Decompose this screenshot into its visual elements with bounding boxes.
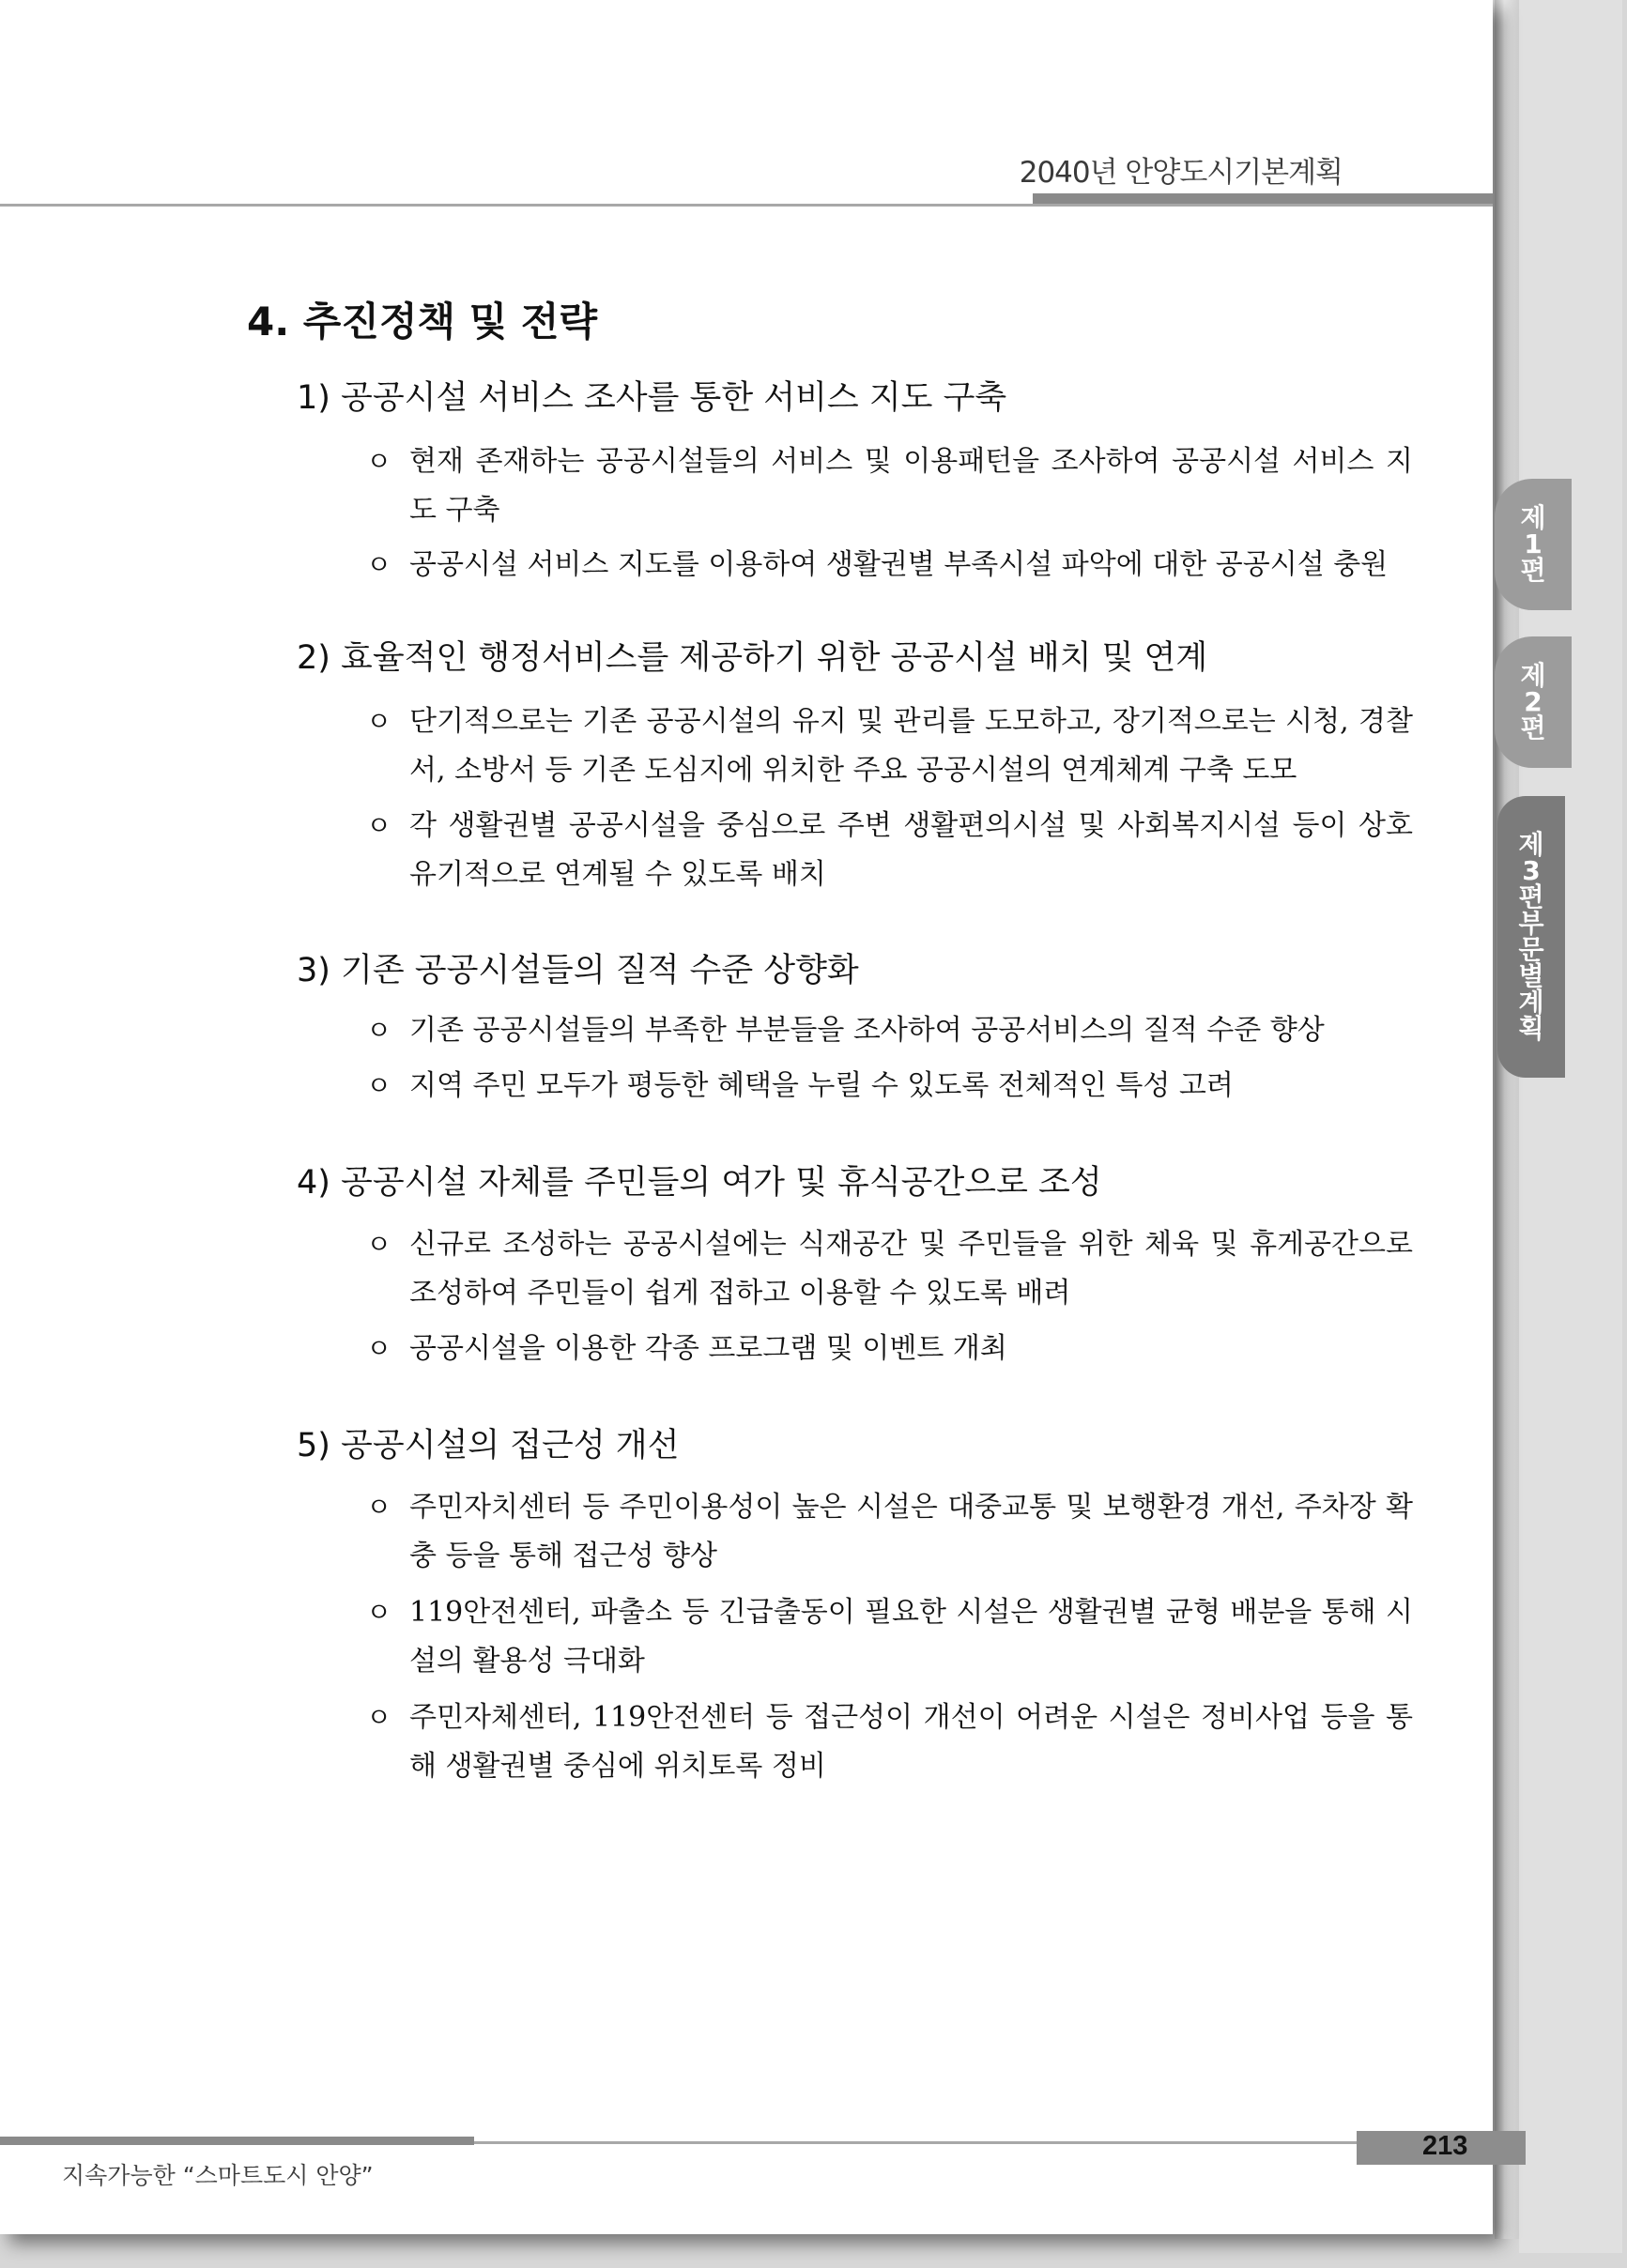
- subsection-title-3: 3) 기존 공공시설들의 질적 수준 상향화: [297, 952, 859, 989]
- bullet-marker: ㅇ: [366, 1492, 392, 1523]
- bullet-marker: ㅇ: [366, 1702, 392, 1733]
- bullet-text: 각 생활권별 공공시설을 중심으로 주변 생활편의시설 및 사회복지시설 등이 상호 유기적으로 연계될 수 있도록 배치: [409, 809, 1413, 891]
- bullet-item: [366, 1006, 1413, 1055]
- bullet-text: 공공시설 서비스 지도를 이용하여 생활권별 부족시설 파악에 대한 공공시설 충원: [409, 548, 1389, 581]
- page-stack-edge: [1519, 0, 1622, 2253]
- bullet-item: [366, 1220, 1413, 1318]
- tab-part-1[interactable]: [1495, 479, 1572, 610]
- bullet-text: 119안전센터, 파출소 등 긴급출동이 필요한 시설은 생활권별 균형 배분을 통해 시설의 활용성 극대화: [409, 1596, 1413, 1678]
- bullet-text: 신규로 조성하는 공공시설에는 식재공간 및 주민들을 위한 체육 및 휴게공간으로 조성하여 주민들이 쉽게 접하고 이용할 수 있도록 배려: [409, 1228, 1413, 1310]
- bullet-marker: ㅇ: [366, 810, 392, 841]
- header-rule: [0, 204, 1493, 207]
- footer-rule-accent: [0, 2137, 474, 2145]
- bullet-item: [366, 1325, 1413, 1373]
- bullet-text: 공공시설을 이용한 각종 프로그램 및 이벤트 개최: [409, 1332, 1007, 1365]
- bullet-marker: ㅇ: [366, 1333, 392, 1364]
- bullet-item: [366, 437, 1413, 535]
- bullet-text: 지역 주민 모두가 평등한 혜택을 누릴 수 있도록 전체적인 특성 고려: [409, 1069, 1234, 1102]
- bullet-marker: ㅇ: [366, 706, 392, 737]
- bullet-item: [366, 1693, 1413, 1791]
- bullet-text: 주민자체센터, 119안전센터 등 접근성이 개선이 어려운 시설은 정비사업 등을 통해 생활권별 중심에 위치토록 정비: [409, 1701, 1413, 1783]
- bullet-text: 기존 공공시설들의 부족한 부분들을 조사하여 공공서비스의 질적 수준 향상: [409, 1014, 1325, 1047]
- bullet-item: [366, 1062, 1413, 1111]
- tab-part-2[interactable]: [1495, 636, 1572, 768]
- bullet-text: 단기적으로는 기존 공공시설의 유지 및 관리를 도모하고, 장기적으로는 시청, 경찰서, 소방서 등 기존 도심지에 위치한 주요 공공시설의 연계체계 구축 도모: [409, 705, 1413, 787]
- subsection-title-5: 5) 공공시설의 접근성 개선: [297, 1427, 680, 1464]
- bullet-marker: ㅇ: [366, 446, 392, 477]
- bullet-item: [366, 541, 1413, 590]
- tab-part-3[interactable]: [1497, 796, 1565, 1078]
- running-header-title: 2040년 안양도시기본계획: [1019, 156, 1343, 190]
- tab-label: 제2편: [1520, 660, 1546, 743]
- bullet-marker: ㅇ: [366, 1070, 392, 1101]
- bullet-marker: ㅇ: [366, 549, 392, 580]
- bullet-text: 주민자치센터 등 주민이용성이 높은 시설은 대중교통 및 보행환경 개선, 주차장 확충 등을 통해 접근성 향상: [409, 1491, 1413, 1572]
- bullet-marker: ㅇ: [366, 1015, 392, 1046]
- footer-slogan: 지속가능한 “스마트도시 안양”: [62, 2162, 374, 2189]
- header-rule-accent: [1033, 193, 1493, 204]
- bullet-item: [366, 1588, 1413, 1686]
- tab-label: 제3편 부문별계획: [1518, 829, 1544, 1044]
- subsection-title-4: 4) 공공시설 자체를 주민들의 여가 및 휴식공간으로 조성: [297, 1164, 1102, 1202]
- section-title: 4. 추진정책 및 전략: [247, 299, 598, 345]
- subsection-title-2: 2) 효율적인 행정서비스를 제공하기 위한 공공시설 배치 및 연계: [297, 639, 1208, 677]
- subsection-title-1: 1) 공공시설 서비스 조사를 통한 서비스 지도 구축: [297, 379, 1007, 417]
- bullet-item: [366, 1483, 1413, 1581]
- bullet-marker: ㅇ: [366, 1597, 392, 1628]
- bullet-item: [366, 697, 1413, 795]
- page-number: 213: [1422, 2131, 1468, 2161]
- page-edge: [1495, 0, 1519, 2239]
- bullet-marker: ㅇ: [366, 1229, 392, 1260]
- bullet-item: [366, 802, 1413, 899]
- tab-label: 제1편: [1520, 502, 1546, 586]
- bullet-text: 현재 존재하는 공공시설들의 서비스 및 이용패턴을 조사하여 공공시설 서비스 지도 구축: [409, 445, 1413, 527]
